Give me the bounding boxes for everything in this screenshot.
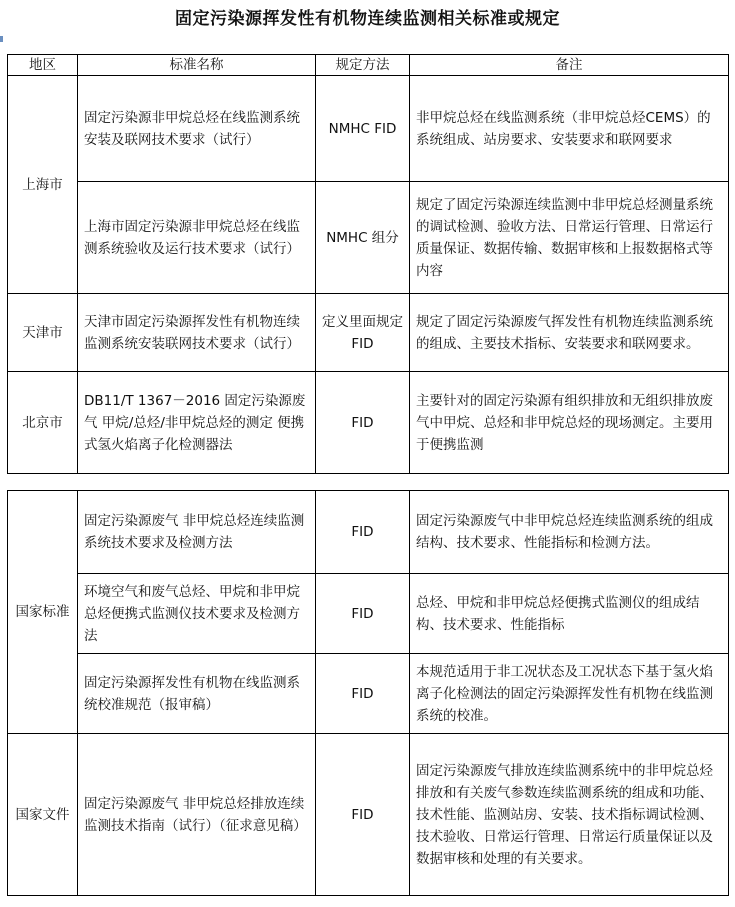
standard-name-cell: 环境空气和废气总烃、甲烷和非甲烷总烃便携式监测仪技术要求及检测方法 <box>78 574 316 654</box>
region-cell: 国家标准 <box>8 491 78 734</box>
remark-cell: 固定污染源废气排放连续监测系统中的非甲烷总烃排放和有关废气参数连续监测系统的组成和功能、技术性能、监测站房、安装、技术指标调试检测、技术验收、日常运行管理、日常运行质量保证以及数据审核和处理的有关要求。 <box>410 734 729 896</box>
header-row <box>8 55 729 76</box>
table-row <box>8 294 729 372</box>
method-cell: FID <box>316 491 410 574</box>
standards-table-regional <box>7 54 729 474</box>
standards-table-national <box>7 490 729 896</box>
remark-cell: 主要针对的固定污染源有组织排放和无组织排放废气中甲烷、总烃和非甲烷总烃的现场测定。主要用于便携监测 <box>410 372 729 474</box>
standard-name-cell: 固定污染源废气 非甲烷总烃排放连续监测技术指南（试行）（征求意见稿） <box>78 734 316 896</box>
table-row <box>8 182 729 294</box>
header-standard-name: 标准名称 <box>78 55 316 76</box>
document-title: 固定污染源挥发性有机物连续监测相关标准或规定 <box>175 9 560 29</box>
standard-name-cell: 固定污染源挥发性有机物在线监测系统校准规范（报审稿） <box>78 654 316 734</box>
table-row <box>8 491 729 574</box>
remark-cell: 固定污染源废气中非甲烷总烃连续监测系统的组成结构、技术要求、性能指标和检测方法。 <box>410 491 729 574</box>
region-cell: 国家文件 <box>8 734 78 896</box>
standard-name-cell: 固定污染源废气 非甲烷总烃连续监测系统技术要求及检测方法 <box>78 491 316 574</box>
region-cell: 天津市 <box>8 294 78 372</box>
table-row <box>8 734 729 896</box>
edge-marker <box>0 36 3 42</box>
region-cell: 上海市 <box>8 76 78 294</box>
method-cell: FID <box>316 574 410 654</box>
method-cell: NMHC FID <box>316 76 410 182</box>
header-remark: 备注 <box>410 55 729 76</box>
header-method: 规定方法 <box>316 55 410 76</box>
standard-name-cell: DB11/T 1367－2016 固定污染源废气 甲烷/总烃/非甲烷总烃的测定 便携式氢火焰离子化检测器法 <box>78 372 316 474</box>
region-cell: 北京市 <box>8 372 78 474</box>
remark-cell: 总烃、甲烷和非甲烷总烃便携式监测仪的组成结构、技术要求、性能指标 <box>410 574 729 654</box>
remark-cell: 规定了固定污染源废气挥发性有机物连续监测系统的组成、主要技术指标、安装要求和联网要求。 <box>410 294 729 372</box>
header-region: 地区 <box>8 55 78 76</box>
table-row <box>8 654 729 734</box>
standard-name-cell: 天津市固定污染源挥发性有机物连续监测系统安装联网技术要求（试行） <box>78 294 316 372</box>
standard-name-cell: 固定污染源非甲烷总烃在线监测系统安装及联网技术要求（试行） <box>78 76 316 182</box>
method-cell: 定义里面规定FID <box>316 294 410 372</box>
method-cell: FID <box>316 372 410 474</box>
table-row <box>8 76 729 182</box>
table-row <box>8 372 729 474</box>
table-row <box>8 574 729 654</box>
method-cell: FID <box>316 734 410 896</box>
remark-cell: 非甲烷总烃在线监测系统（非甲烷总烃CEMS）的系统组成、站房要求、安装要求和联网要求 <box>410 76 729 182</box>
method-cell: NMHC 组分 <box>316 182 410 294</box>
remark-cell: 本规范适用于非工况状态及工况状态下基于氢火焰离子化检测法的固定污染源挥发性有机物在线监测系统的校准。 <box>410 654 729 734</box>
remark-cell: 规定了固定污染源连续监测中非甲烷总烃测量系统的调试检测、验收方法、日常运行管理、日常运行质量保证、数据传输、数据审核和上报数据格式等内容 <box>410 182 729 294</box>
standard-name-cell: 上海市固定污染源非甲烷总烃在线监测系统验收及运行技术要求（试行） <box>78 182 316 294</box>
method-cell: FID <box>316 654 410 734</box>
